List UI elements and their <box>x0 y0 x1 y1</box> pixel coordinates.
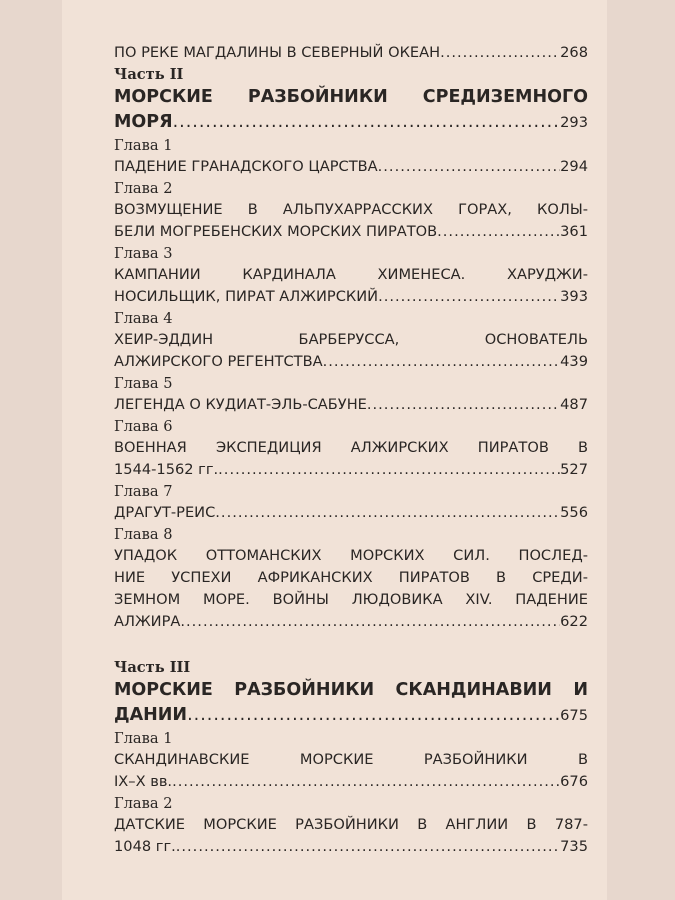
page-number: 676 <box>560 773 588 790</box>
entry-line: СКАНДИНАВСКИЕ МОРСКИЕ РАЗБОЙНИКИ В <box>114 751 588 768</box>
entry-last-line <box>114 611 588 633</box>
entry-line: ДАТСКИЕ МОРСКИЕ РАЗБОЙНИКИ В АНГЛИИ В 787- <box>114 816 588 833</box>
leader-dots <box>378 156 560 178</box>
page-number: 393 <box>560 288 588 305</box>
table-of-contents <box>114 42 588 858</box>
entry-last-line <box>114 351 588 373</box>
chapter-entry <box>114 308 588 373</box>
entry-last-line <box>114 459 588 481</box>
chapter-entry <box>114 793 588 858</box>
page-number: 556 <box>560 504 588 521</box>
entry-line: НИЕ УСПЕХИ АФРИКАНСКИХ ПИРАТОВ В СРЕДИ- <box>114 569 588 586</box>
chapter-entry <box>114 243 588 308</box>
chapter-label: Глава 2 <box>114 180 173 197</box>
part-2-chapters <box>114 135 588 633</box>
page-number: 293 <box>560 114 588 131</box>
entry-line: ХЕИР-ЭДДИН БАРБЕРУССА, ОСНОВАТЕЛЬ <box>114 331 588 348</box>
entry-last-line <box>114 502 588 524</box>
entry-last-line <box>114 156 588 178</box>
part-3-chapters <box>114 728 588 858</box>
chapter-label: Глава 2 <box>114 795 173 812</box>
entry-last-line <box>114 771 588 793</box>
part-title-line: МОРСКИЕ РАЗБОЙНИКИ СРЕДИЗЕМНОГО <box>114 87 588 107</box>
chapter-label: Глава 1 <box>114 730 173 747</box>
entry-line: УПАДОК ОТТОМАНСКИХ МОРСКИХ СИЛ. ПОСЛЕД- <box>114 547 588 564</box>
section-gap <box>114 633 588 657</box>
leader-dots <box>218 459 560 481</box>
part-title-last-line <box>114 110 588 135</box>
leader-dots <box>187 703 560 728</box>
entry-title: IX–X вв. <box>114 773 173 790</box>
page-number: 268 <box>560 44 588 61</box>
leader-dots <box>323 351 561 373</box>
chapter-entry <box>114 178 588 243</box>
page-number: 622 <box>560 613 588 630</box>
entry-title: НОСИЛЬЩИК, ПИРАТ АЛЖИРСКИЙ <box>114 288 379 305</box>
chapter-label: Глава 6 <box>114 418 173 435</box>
chapter-entry <box>114 373 588 416</box>
part-3 <box>114 657 588 858</box>
part-2 <box>114 64 588 633</box>
leader-dots <box>172 771 560 793</box>
entry-line: ВОЗМУЩЕНИЕ В АЛЬПУХАРРАССКИХ ГОРАХ, КОЛЫ- <box>114 201 588 218</box>
entry-title: ДРАГУТ-РЕИС <box>114 504 216 521</box>
leader-dots <box>173 110 561 135</box>
entry-last-line <box>114 836 588 858</box>
chapter-label: Глава 4 <box>114 310 173 327</box>
chapter-label: Глава 3 <box>114 245 173 262</box>
leader-dots <box>378 286 560 308</box>
part-title-text: МОРЯ <box>114 112 173 132</box>
chapter-label: Глава 1 <box>114 137 173 154</box>
leader-dots <box>176 836 560 858</box>
page-number: 675 <box>560 707 588 724</box>
entry-title: 1544-1562 гг. <box>114 461 219 478</box>
leader-dots <box>440 42 560 64</box>
entry-title: ПАДЕНИЕ ГРАНАДСКОГО ЦАРСТВА <box>114 158 378 175</box>
entry-title: ЛЕГЕНДА О КУДИАТ-ЭЛЬ-САБУНЕ <box>114 396 367 413</box>
entry-title: БЕЛИ МОГРЕБЕНСКИХ МОРСКИХ ПИРАТОВ <box>114 223 438 240</box>
entry-title: ПО РЕКЕ МАГДАЛИНЫ В СЕВЕРНЫЙ ОКЕАН <box>114 44 441 61</box>
chapter-entry <box>114 416 588 481</box>
page-number: 361 <box>560 223 588 240</box>
page-number: 439 <box>560 353 588 370</box>
page-number: 527 <box>560 461 588 478</box>
entry-last-line <box>114 394 588 416</box>
chapter-label: Глава 7 <box>114 483 173 500</box>
part-label: Часть II <box>114 66 184 83</box>
leader-dots <box>215 502 560 524</box>
chapter-label: Глава 5 <box>114 375 173 392</box>
entry-line: ЗЕМНОМ МОРЕ. ВОЙНЫ ЛЮДОВИКА XIV. ПАДЕНИЕ <box>114 591 588 608</box>
entry-last-line <box>114 286 588 308</box>
entry-title: АЛЖИРА <box>114 613 181 630</box>
chapter-entry <box>114 728 588 793</box>
part-label: Часть III <box>114 659 191 676</box>
chapter-entry <box>114 135 588 178</box>
chapter-label: Глава 8 <box>114 526 173 543</box>
entry-line: КАМПАНИИ КАРДИНАЛА ХИМЕНЕСА. ХАРУДЖИ- <box>114 266 588 283</box>
page-number: 735 <box>560 838 588 855</box>
entry-title: 1048 гг. <box>114 838 176 855</box>
leader-dots <box>180 611 560 633</box>
entry-line: ВОЕННАЯ ЭКСПЕДИЦИЯ АЛЖИРСКИХ ПИРАТОВ В <box>114 439 588 456</box>
entry-last-line <box>114 221 588 243</box>
book-page <box>62 0 607 900</box>
page-number: 294 <box>560 158 588 175</box>
page-number: 487 <box>560 396 588 413</box>
part-title-line: МОРСКИЕ РАЗБОЙНИКИ СКАНДИНАВИИ И <box>114 680 588 700</box>
toc-entry-top <box>114 42 588 64</box>
chapter-entry <box>114 524 588 633</box>
part-title-last-line <box>114 703 588 728</box>
entry-title: АЛЖИРСКОГО РЕГЕНТСТВА <box>114 353 323 370</box>
leader-dots <box>437 221 560 243</box>
part-title-text: ДАНИИ <box>114 705 188 725</box>
leader-dots <box>367 394 560 416</box>
chapter-entry <box>114 481 588 524</box>
